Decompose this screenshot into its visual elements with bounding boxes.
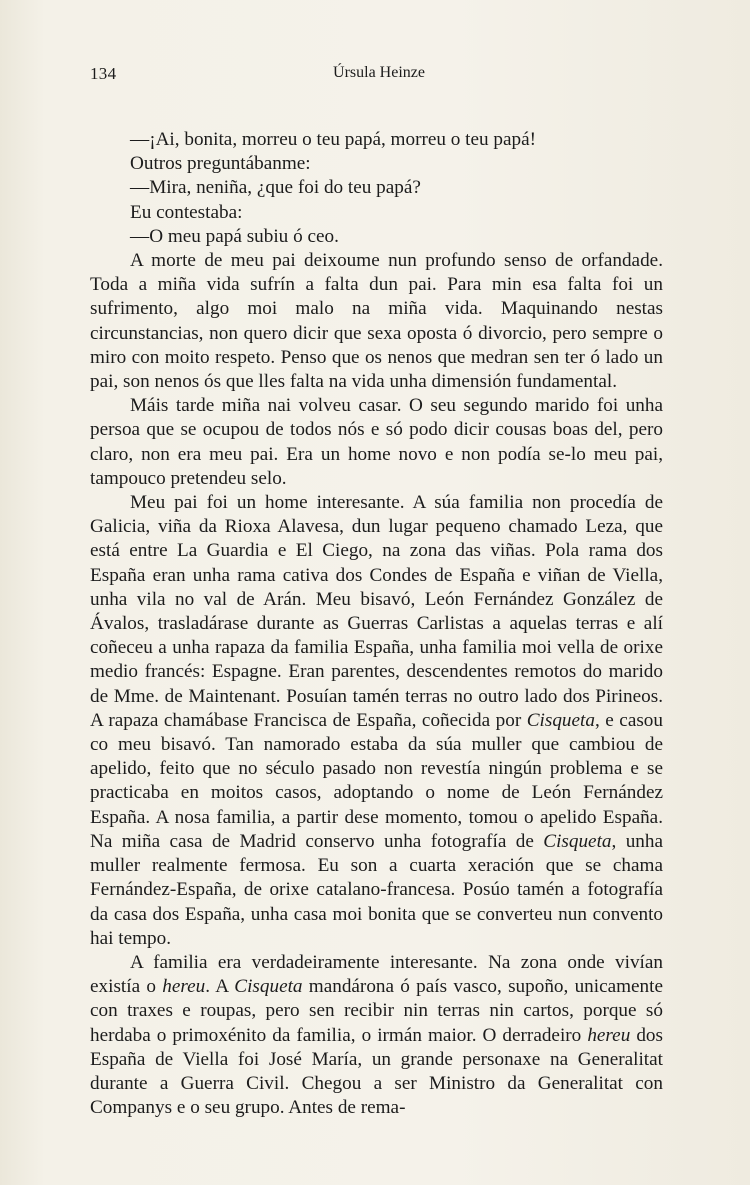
paragraph xyxy=(90,951,663,1120)
text-segment: A familia era verdadeiramente interesante. Na zona onde vivían existía o xyxy=(90,951,663,998)
narration-line xyxy=(90,152,663,176)
page-number: 134 xyxy=(90,64,117,83)
text-segment: —O meu papá subiu ó ceo. xyxy=(130,225,339,247)
text-segment: Máis tarde miña nai volveu casar. O seu segundo marido foi unha persoa que se ocupou de todos nós e só podo dicir cousas boas del, pero claro, non era meu pai. Era un home novo e non podía se-lo meu pai, tampouco pretendeu selo. xyxy=(90,395,663,489)
dialogue-line xyxy=(90,176,663,200)
italic-term: hereu xyxy=(587,1024,631,1046)
body-text xyxy=(90,128,663,1120)
italic-term: Cisqueta xyxy=(543,830,612,852)
text-segment: Outros preguntábanme: xyxy=(130,153,311,175)
italic-term: Cisqueta xyxy=(526,709,595,731)
text-segment: Meu pai foi un home interesante. A súa familia non procedía de Galicia, viña da Rioxa Alavesa, dun lugar pequeno chamado Leza, que está entre La Guardia e El Ciego, na zona das viñas. Pola rama dos España eran unha rama cativa dos Condes de España e viñan de Viella, unha vila no val de Arán. Meu bisavó, León Fernández González de Ávalos, trasladárase durante as Guerras Carlistas a aquelas terras e alí coñeceu a unha rapaza da familia España, unha familia moi vella de orixe medio francés: Espagne. Eran parentes, descendentes remotos do marido de Mme. de Maintenant. Posuían tamén terras no outro lado dos Pirineos. A rapaza chamábase Francisca de España, coñecida por xyxy=(90,492,663,731)
text-segment: . A xyxy=(205,976,235,998)
italic-term: Cisqueta xyxy=(234,976,303,998)
text-segment: —¡Ai, bonita, morreu o teu papá, morreu o teu papá! xyxy=(130,129,537,150)
dialogue-line xyxy=(90,225,663,249)
text-segment: Eu contestaba: xyxy=(130,201,243,223)
text-segment: , e casou co meu bisavó. Tan namorado estaba da súa muller que cambiou de apelido, feito que no século pasado non revestía ningún problema e se practicaba en moitos casos, adoptando o nome de León Fernández España. A nosa familia, a partir dese momento, tomou o apelido España. Na miña casa de Madrid conservo unha fotografía de xyxy=(90,709,663,852)
dialogue-line xyxy=(90,128,663,152)
paragraph xyxy=(90,491,663,951)
paragraph xyxy=(90,394,663,491)
text-segment: , unha muller realmente fermosa. Eu son a cuarta xeración que se chama Fernández-España, de orixe catalano-francesa. Posúo tamén a fotografía da casa dos España, unha casa moi bonita que se converteu nun convento hai tempo. xyxy=(90,830,663,949)
running-title: Úrsula Heinze xyxy=(333,64,425,81)
text-segment: dos España de Viella foi José María, un grande personaxe na Generalitat durante a Guerra Civil. Chegou a ser Ministro da Generalitat con Companys e o seu grupo. Antes de rema- xyxy=(90,1024,663,1119)
text-segment: A morte de meu pai deixoume nun profundo senso de orfandade. Toda a miña vida sufrín a falta dun pai. Para min esa falta foi un sufrimento, algo moi malo na miña vida. Maquinando nestas circunstancias, non quero dicir que sexa oposta ó divorcio, pero sempre o miro con moito respeto. Penso que os nenos que medran sen ter ó lado un pai, son nenos ós que lles falta na vida unha dimensión fundamental. xyxy=(90,250,663,393)
running-head xyxy=(90,64,668,88)
italic-term: hereu xyxy=(162,976,206,998)
text-segment: —Mira, neniña, ¿que foi do teu papá? xyxy=(130,177,421,199)
text-segment: mandárona ó país vasco, supoño, unicamente con traxes e roupas, pero sen recibir nin terras nin cartos, porque só herdaba o primoxénito da familia, o irmán maior. O derradeiro xyxy=(90,976,663,1046)
paragraph xyxy=(90,249,663,394)
narration-line xyxy=(90,201,663,225)
